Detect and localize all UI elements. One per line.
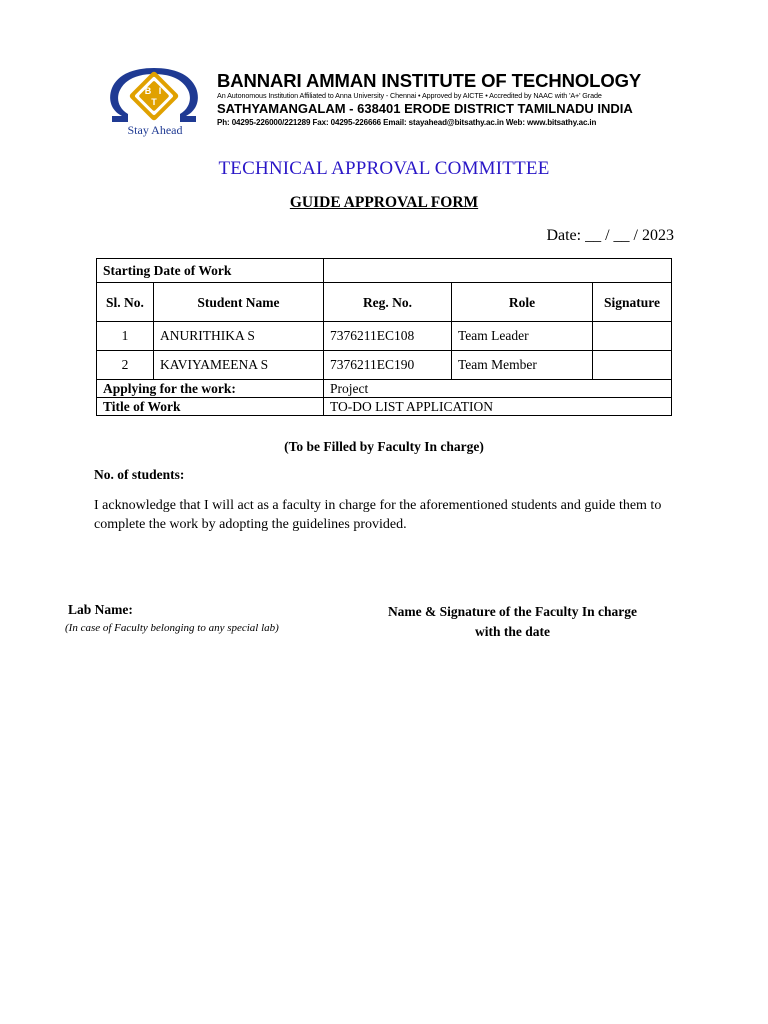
applying-label: Applying for the work: (97, 380, 324, 398)
table-header-row (97, 283, 672, 322)
institution-accreditation: An Autonomous Institution Affiliated to Anna University - Chennai • Approved by AICTE • Accredited by NAAC with 'A+' Grade (217, 91, 602, 100)
institution-address: SATHYAMANGALAM - 638401 ERODE DISTRICT TAMILNADU INDIA (217, 101, 633, 116)
cell-sl-no: 1 (97, 322, 154, 351)
column-header-role: Role (452, 283, 593, 322)
institution-details (217, 70, 677, 128)
column-header-signature: Signature (593, 283, 672, 322)
institution-name: BANNARI AMMAN INSTITUTE OF TECHNOLOGY (217, 70, 642, 91)
title-of-work-value: TO-DO LIST APPLICATION (324, 398, 672, 416)
column-header-sl-no: Sl. No. (97, 283, 154, 322)
table-row (97, 351, 672, 380)
students-count-label: No. of students: (94, 467, 185, 482)
faculty-section-note: (To be Filled by Faculty In charge) (284, 439, 484, 454)
institution-logo (104, 66, 216, 138)
letterhead (104, 66, 674, 138)
cell-signature (593, 322, 672, 351)
lab-name-note: (In case of Faculty belonging to any special lab) (65, 622, 279, 634)
table-row (97, 398, 672, 416)
cell-student-name: ANURITHIKA S (154, 322, 324, 351)
table-row (97, 259, 672, 283)
lab-name-label: Lab Name: (68, 602, 133, 617)
column-header-student-name: Student Name (154, 283, 324, 322)
cell-sl-no: 2 (97, 351, 154, 380)
logo-letter: B (144, 86, 152, 96)
table-row (97, 380, 672, 398)
column-header-reg-no: Reg. No. (324, 283, 452, 322)
faculty-signature-date-label: with the date (475, 624, 550, 639)
form-title: GUIDE APPROVAL FORM (289, 194, 479, 211)
starting-date-value (324, 259, 672, 283)
applying-value: Project (324, 380, 672, 398)
starting-date-label: Starting Date of Work (97, 259, 324, 283)
date-field: Date: __ / __ / 2023 (546, 227, 674, 244)
faculty-signature-label: Name & Signature of the Faculty In charge (387, 604, 638, 619)
title-of-work-label: Title of Work (97, 398, 324, 416)
student-table (96, 258, 672, 416)
logo-letter: I (158, 86, 162, 96)
omega-seal-icon (104, 66, 216, 126)
cell-reg-no: 7376211EC108 (324, 322, 452, 351)
cell-signature (593, 351, 672, 380)
table-row (97, 322, 672, 351)
cell-role: Team Leader (452, 322, 593, 351)
cell-role: Team Member (452, 351, 593, 380)
logo-tagline: Stay Ahead (127, 123, 183, 137)
acknowledgement-text: I acknowledge that I will act as a faculty in charge for the aforementioned students and guide them to complete the work by adopting the guidelines provided. (94, 498, 662, 532)
faculty-signature-block (360, 602, 665, 642)
cell-student-name: KAVIYAMEENA S (154, 351, 324, 380)
committee-title: TECHNICAL APPROVAL COMMITTEE (218, 158, 550, 179)
cell-reg-no: 7376211EC190 (324, 351, 452, 380)
institution-contact: Ph: 04295-226000/221289 Fax: 04295-226666 Email: stayahead@bitsathy.ac.in Web: www.bitsathy.ac.in (217, 118, 597, 127)
logo-letter: T (151, 97, 157, 107)
